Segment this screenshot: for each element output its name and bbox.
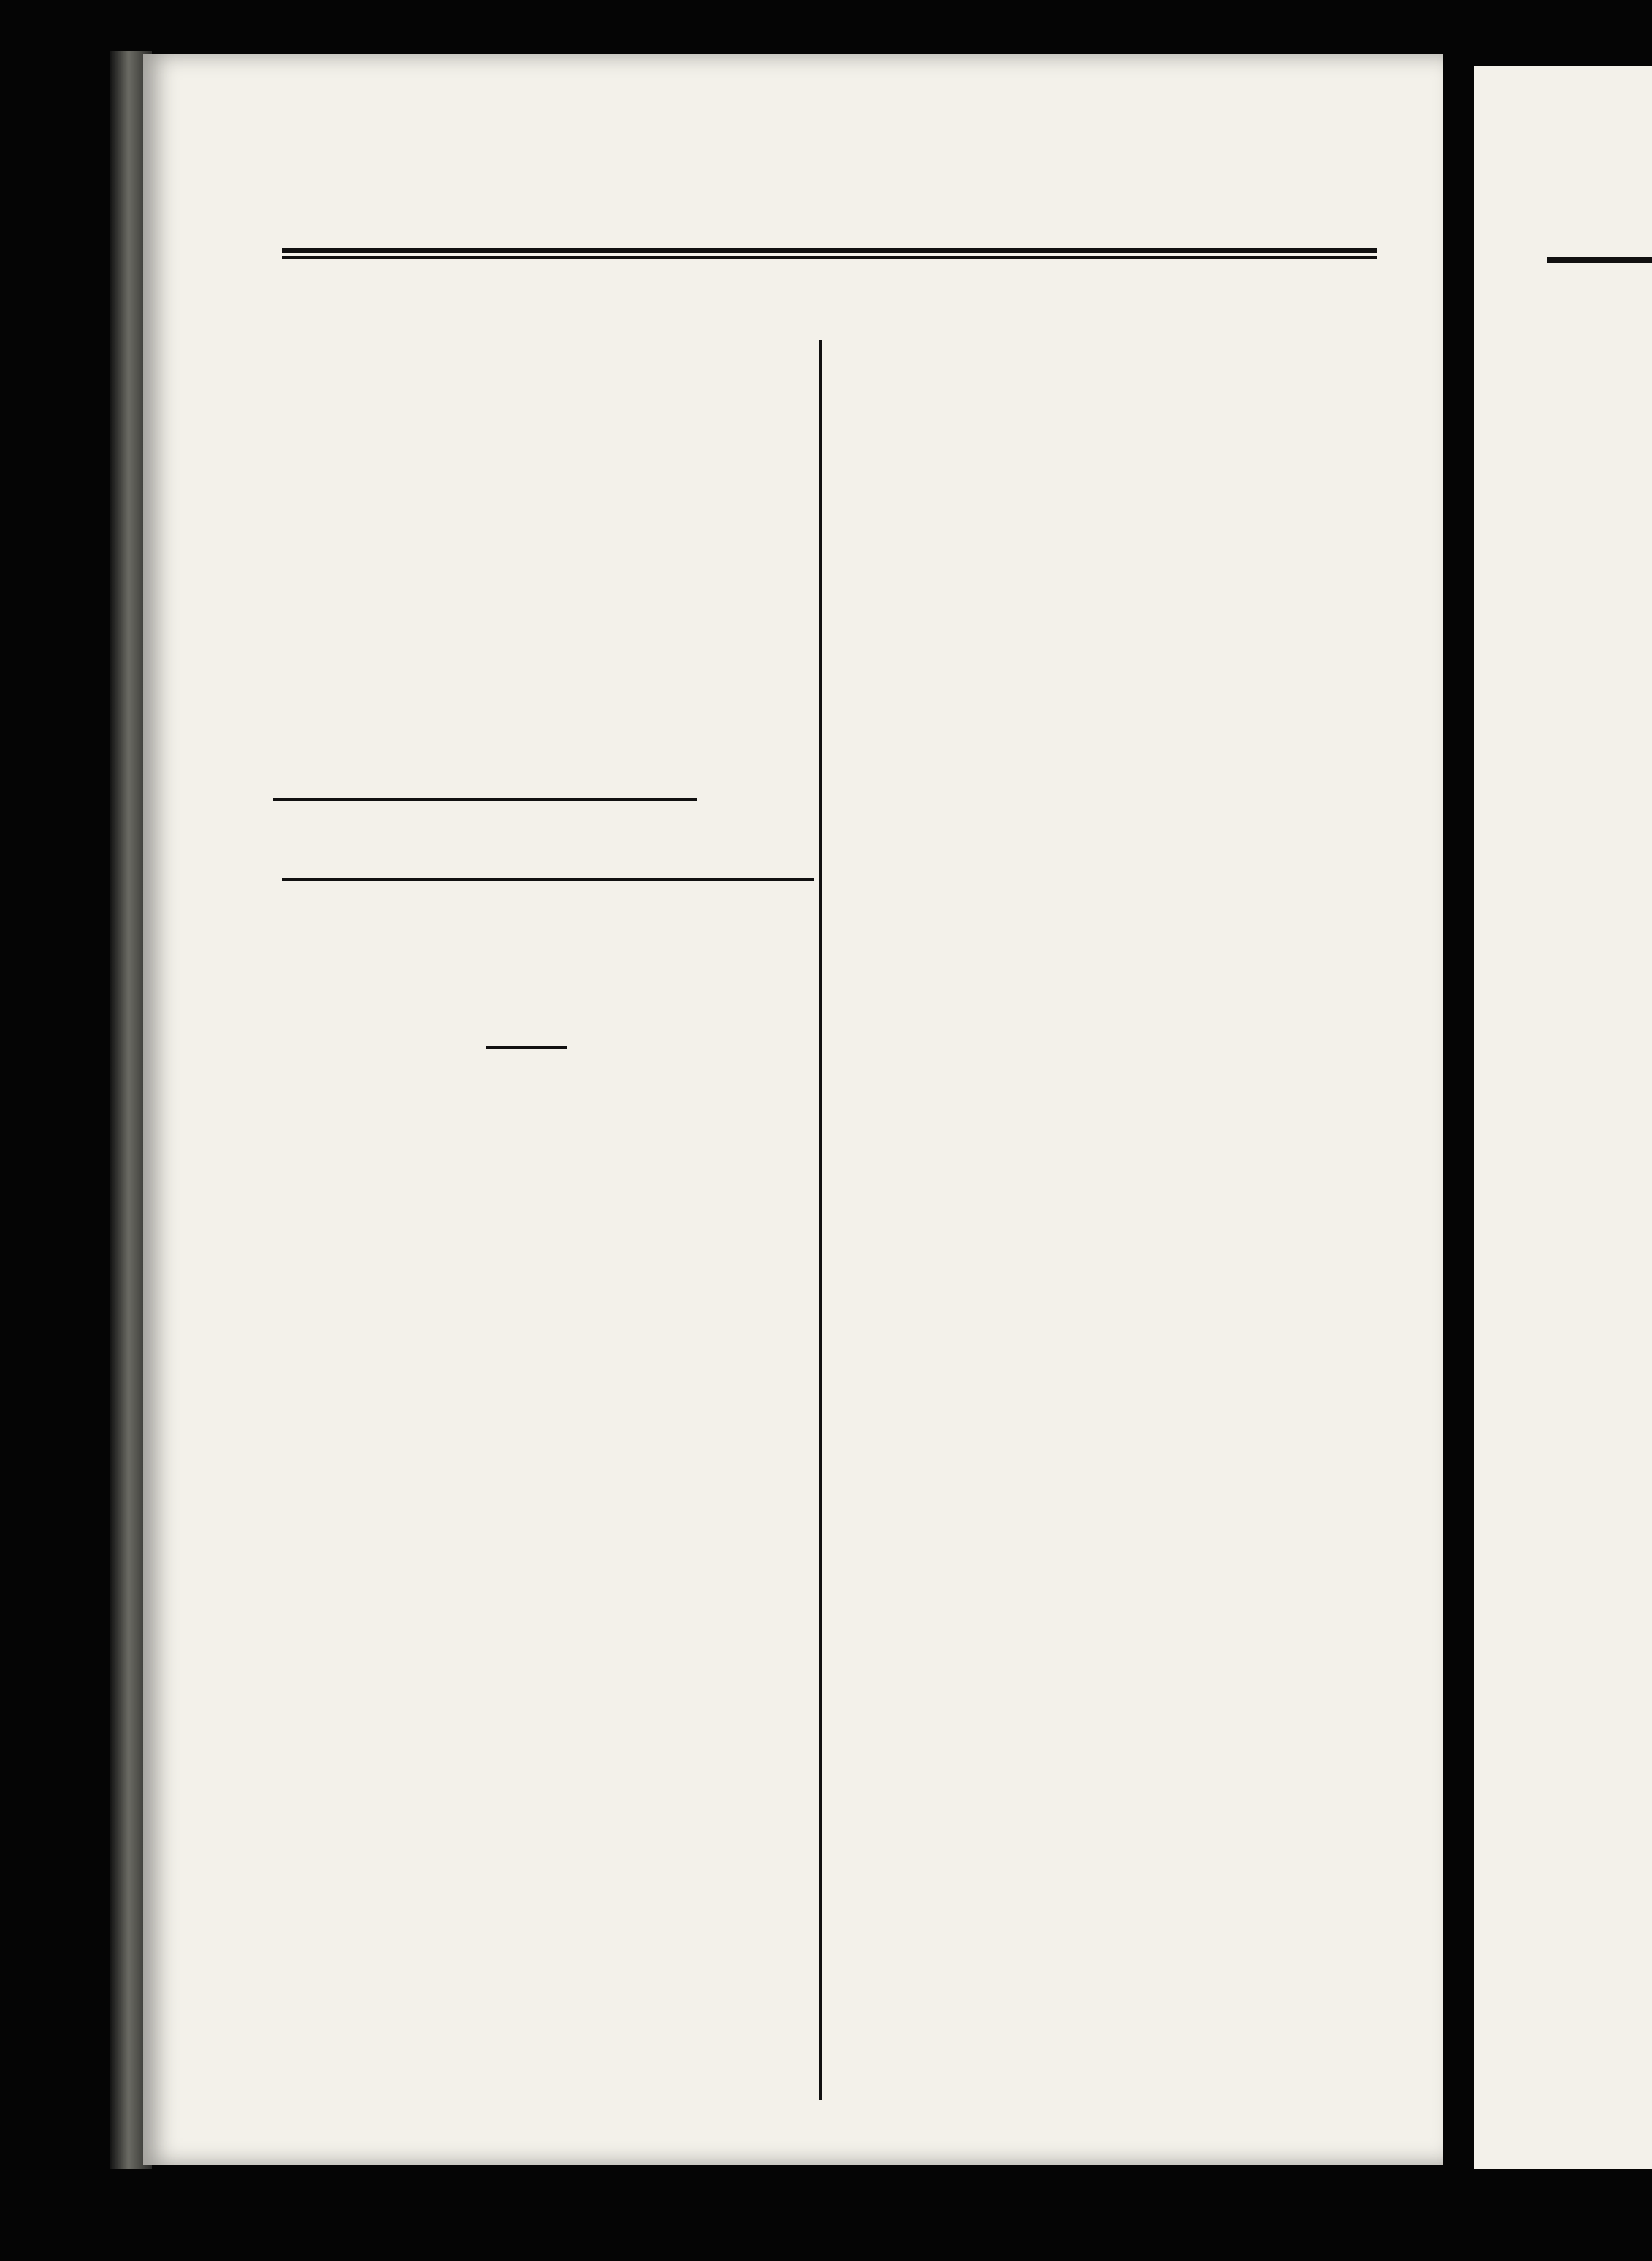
assistant-heading [112,738,812,778]
majors-heading [112,1164,812,1204]
paie-mtre-line2 [112,376,812,416]
paie-mtre-line1 [112,336,812,376]
bataillon-subtitle-1 [112,952,812,992]
header-rule [282,248,1377,259]
adjudant-heading [112,416,812,456]
next-page-rule [1547,257,1652,263]
section-rule [282,878,814,881]
bataillon-subtitle-2 [112,992,812,1033]
capitaines-heading [112,1226,812,1266]
lt-colonel-heading [112,1056,812,1096]
lieutenants-heading [830,316,1407,356]
adjudant-line1 [112,456,812,497]
enseignes-heading [830,389,1407,429]
aumonier-heading [112,808,812,849]
section-rule [486,1046,567,1049]
section-rule [273,798,697,801]
paie-mtre-heading [112,296,812,336]
lt-colonel-line [112,1106,812,1147]
quartier-mtre-line2 [112,617,812,657]
chirurgien-heading [112,657,812,697]
quartier-mtre-line1 [112,577,812,617]
column-divider [819,340,822,2100]
next-page-strip [1474,66,1652,2169]
bataillon-title [112,902,812,942]
adjudant-line2 [112,497,812,537]
left-column [112,296,812,1277]
quartier-mtre-heading [112,537,812,577]
chirurgien-line [112,697,812,738]
right-column [830,296,1407,449]
